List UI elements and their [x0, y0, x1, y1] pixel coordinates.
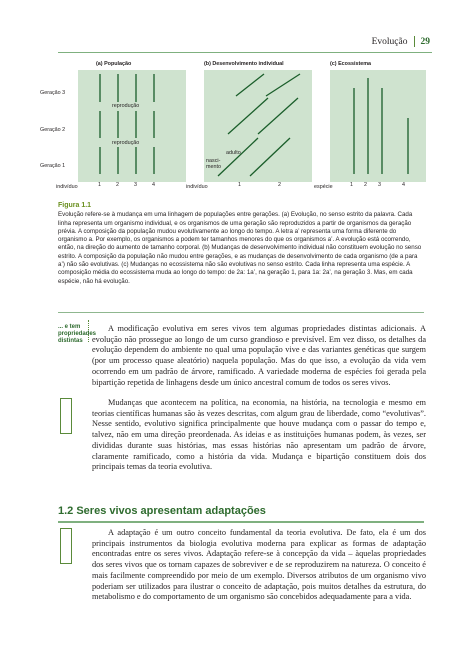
reproduction-label-2: reprodução	[112, 140, 140, 146]
running-head	[372, 36, 430, 47]
panel-b-title: (b) Desenvolvimento individual	[204, 61, 284, 67]
body-paragraph-2	[92, 398, 426, 473]
running-head-separator	[414, 36, 415, 47]
axis-label-species: espécie	[314, 184, 333, 190]
tick-c-4: 4	[402, 182, 405, 188]
tick-a-3: 3	[134, 182, 137, 188]
caption-rule	[58, 312, 424, 313]
section-heading: 1.2 Seres vivos apresentam adaptações	[58, 505, 266, 517]
figure-caption	[58, 202, 424, 286]
adult-label: adulto	[226, 150, 241, 156]
tick-b-2: 2	[278, 182, 281, 188]
tick-b-1: 1	[238, 182, 241, 188]
axis-label-individual-b: indivíduo	[186, 184, 208, 190]
generation-2-label: Geração 2	[40, 127, 66, 133]
margin-note: ... e tem propriedades distintas	[58, 324, 97, 344]
margin-ornament-icon-2	[60, 528, 72, 564]
paragraph-2-text: Mudanças que acontecem na política, na economia, na história, na tecnologia e mesmo em teorias científicas humanas são às vezes descritas, com algum grau de liberdade, como “evolutivas”. Nesse sentido, evolutivo significa principalmente que houve mudança com o passar do tempo e, talvez, não em uma direção preordenada. As ideias e as instituições humanas podem, às vezes, ser divididas durante suas histórias, mas essas histórias não apresentam um padrão de árvore, claramente ramificado, como a história da vida. Mudança e bipartição constituem dois dos principais temas da teoria evolutiva.	[92, 398, 426, 472]
panel-c-title: (c) Ecossistema	[330, 61, 372, 67]
tick-c-2: 2	[364, 182, 367, 188]
figure-panels-svg	[78, 58, 428, 194]
panel-a-bg	[78, 70, 186, 182]
paragraph-3-text: A adaptação é um outro conceito fundamental da teoria evolutiva. De fato, ela é um dos principais instrumentos da biologia evolutiva moderna para explicar as formas de adaptação encontradas entre os seres vivos. Adaptação refere-se à concepção da vida – àquelas propriedades dos seres vivos que os tornam capazes de sobreviver e de se reproduzirem na natureza. O conceito é mais facilmente compreendido por meio de um exemplo. Diversos atributos de um organismo vivo poderiam ser utilizados para ilustrar o conceito de adaptação, pois muitos detalhes da estrutura, do metabolismo e do comportamento de um organismo são concebidos adequadamente para a vida.	[92, 528, 426, 602]
tick-c-1: 1	[350, 182, 353, 188]
generation-3-label: Geração 3	[40, 90, 66, 96]
margin-ornament-icon	[60, 398, 72, 434]
figure-number: Figura 1.1	[58, 202, 92, 209]
reproduction-label-1: reprodução	[112, 103, 140, 109]
panel-a-title: (a) População	[96, 61, 132, 67]
section-rule	[58, 521, 424, 523]
header-rule	[58, 52, 432, 53]
page-number: 29	[420, 36, 430, 47]
body-paragraph-1	[92, 324, 426, 388]
birth-label: nasci- mento	[206, 158, 221, 170]
tick-c-3: 3	[378, 182, 381, 188]
panel-c-bg	[330, 70, 426, 182]
tick-a-1: 1	[98, 182, 101, 188]
figure-caption-text: Evolução refere-se à mudança em uma linhagem de populações entre gerações. (a) Evolução, no senso estrito da palavra. Cada linha representa um organismo individual, e os organismos de uma geração são reproduzidos a partir de organismos da geração prévia. A composição da população mudou evolutivamente ao longo do tempo. A letra a’ representa uma forma diferente do organismo a. Por exemplo, os organismos a podem ter tamanhos menores do que os organismos a’. A evolução está ocorrendo, então, na direção do aumento de tamanho corporal. (b) Mudanças de desenvolvimento individual não constituem evolução no senso estrito. A composição da população não mudou entre gerações, e as mudanças de desenvolvimento de cada organismo (de a para a’) não são evolutivas. (c) Mudanças no ecossistema não são evolutivas no senso estrito. Cada linha representa uma espécie. A composição média do ecossistema muda ao longo do tempo: de 2a: 1a’, na geração 1, para 1a: 2a’, na geração 3. Mas, em cada espécie, não há evolução.	[58, 211, 422, 285]
paragraph-1-text: A modificação evolutiva em seres vivos tem algumas propriedades distintas adicionais. A evolução não prossegue ao longo de um curso grandioso e previsível. Em vez disso, os detalhes da evolução dependem do ambiente no qual uma população vive e das variantes genéticas que surgem (por um processo quase aleatório) naquela população. Mas do que isso, a evolução da vida vem ocorrendo em um padrão de árvore, ramificado. A variedade moderna de espécies foi gerada pela bipartição repetida de linhagens desde um único ancestral comum de todos os seres vivos.	[92, 324, 426, 387]
body-paragraph-3	[92, 528, 426, 603]
figure-1-1	[56, 58, 428, 194]
axis-label-individual-a: indivíduo	[56, 184, 78, 190]
tick-a-2: 2	[116, 182, 119, 188]
running-head-section: Evolução	[371, 36, 408, 47]
generation-1-label: Geração 1	[40, 163, 66, 169]
tick-a-4: 4	[152, 182, 155, 188]
